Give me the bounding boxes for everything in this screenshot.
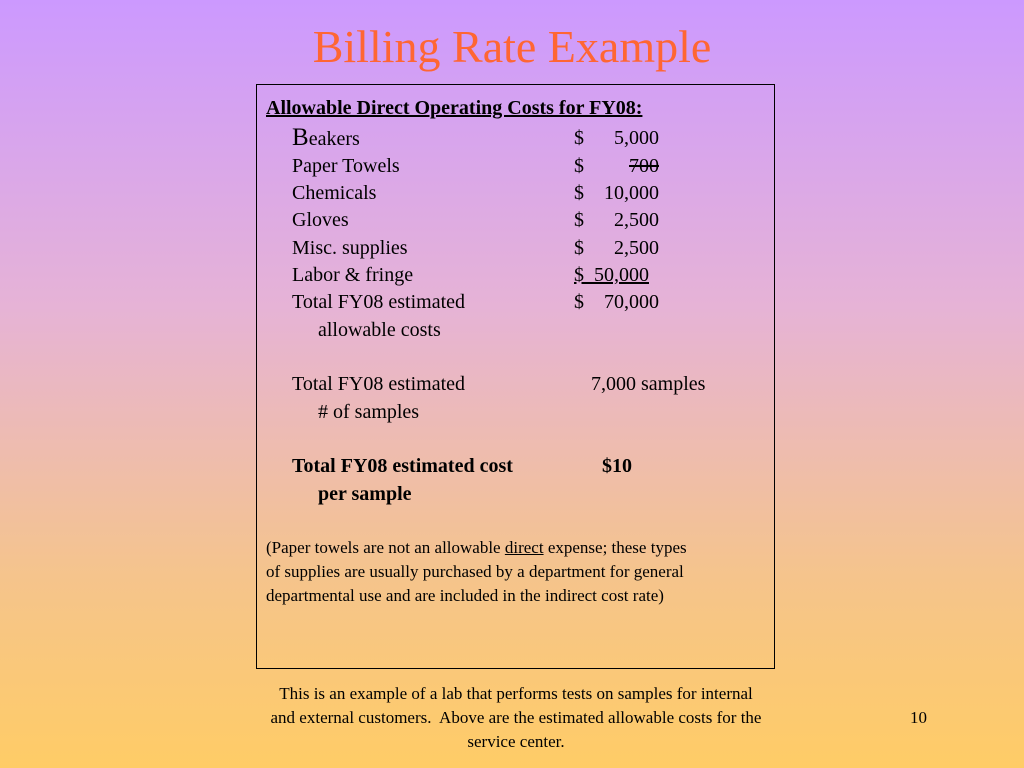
item-label: Chemicals — [292, 182, 377, 204]
note-line1 — [266, 536, 771, 560]
note-line2: of supplies are usually purchased by a department for general — [266, 562, 684, 581]
item-amount-struck: 700 — [629, 155, 659, 177]
total-costs-currency: $ — [574, 291, 584, 313]
item-label-rest: eakers — [308, 128, 360, 150]
samples-label-line1: Total FY08 estimated — [292, 373, 466, 395]
cost-per-sample-label-line2: per sample — [318, 483, 412, 505]
item-amount-underlined: $ 50,000 — [574, 264, 649, 286]
footer-line1: This is an example of a lab that performs tests on samples for internal — [279, 684, 753, 703]
item-amount: 10,000 — [604, 182, 659, 204]
item-currency: $ — [574, 127, 584, 149]
item-label: Misc. supplies — [292, 237, 408, 259]
item-currency: $ — [574, 209, 584, 231]
samples-value: 7,000 samples — [591, 373, 706, 395]
item-currency: $ — [574, 182, 584, 204]
slide-footer-text — [200, 682, 832, 754]
note-text: (Paper towels are not an allowable — [266, 538, 505, 557]
item-amount: 5,000 — [614, 127, 659, 149]
item-label: Paper Towels — [292, 155, 400, 177]
paper-towels-note — [266, 536, 771, 608]
total-costs-label-line2: allowable costs — [318, 319, 441, 341]
item-currency: $ — [574, 237, 584, 259]
table-heading: Allowable Direct Operating Costs for FY08: — [266, 97, 643, 119]
item-amount: 2,500 — [614, 209, 659, 231]
total-costs-amount: 70,000 — [604, 291, 659, 313]
total-costs-label-line1: Total FY08 estimated — [292, 291, 466, 313]
note-line3: departmental use and are included in the indirect cost rate) — [266, 586, 664, 605]
item-label-first-letter: B — [292, 124, 309, 151]
slide-title: Billing Rate Example — [312, 21, 712, 72]
item-label-beakers — [292, 126, 360, 151]
page-number: 10 — [910, 708, 927, 727]
item-currency: $ — [574, 155, 584, 177]
cost-per-sample-value: $10 — [602, 455, 632, 477]
item-label: Labor & fringe — [292, 264, 414, 286]
footer-line2: and external customers. Above are the estimated allowable costs for the — [270, 708, 762, 727]
note-direct-word: direct — [504, 538, 544, 557]
cost-per-sample-label-line1: Total FY08 estimated cost — [292, 455, 513, 477]
samples-label-line2: # of samples — [318, 401, 420, 423]
note-text: expense; these types — [543, 538, 687, 557]
footer-line3: service center. — [467, 732, 565, 751]
item-amount: 2,500 — [614, 237, 659, 259]
item-label: Gloves — [292, 209, 349, 231]
